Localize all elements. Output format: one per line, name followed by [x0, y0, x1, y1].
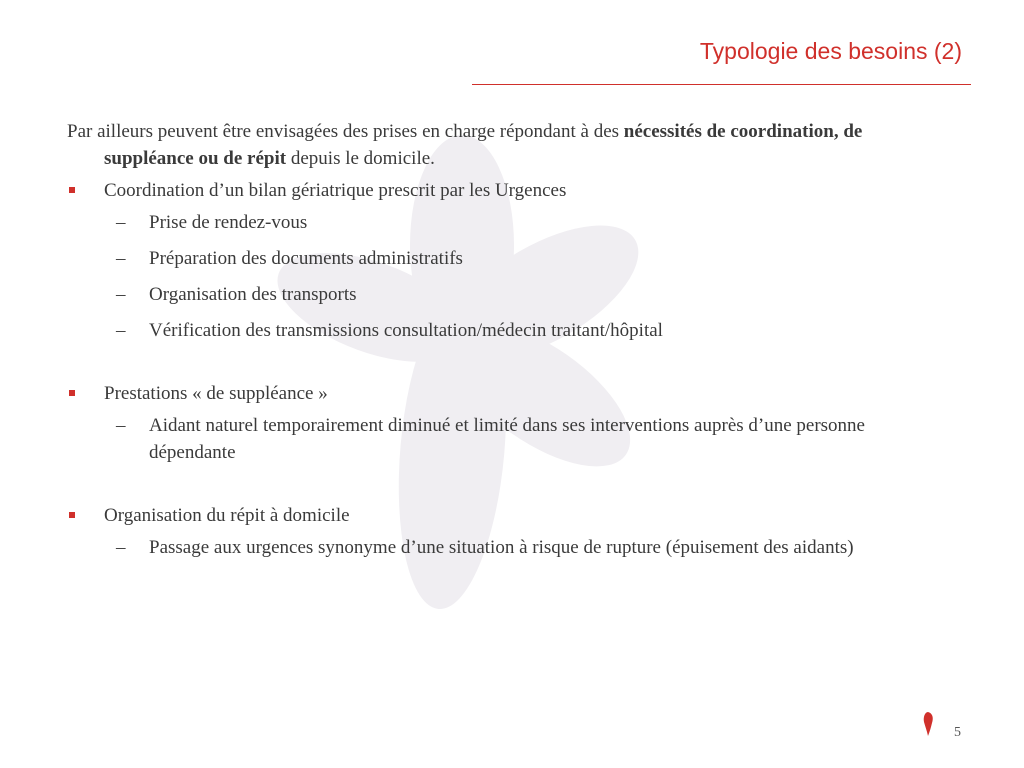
dash-marker: – [116, 248, 126, 269]
bullet-label: Coordination d’un bilan gériatrique prescrit par les Urgences [104, 180, 567, 201]
sub-item-text: Aidant naturel temporairement diminué et limité dans ses interventions auprès d’une personne dépendante [149, 415, 865, 463]
bullet-label: Prestations « de suppléance » [104, 383, 328, 404]
sub-item [67, 209, 947, 236]
sub-item-text: Préparation des documents administratifs [149, 248, 463, 269]
square-bullet-icon [69, 390, 75, 396]
dash-marker: – [116, 284, 126, 305]
intro-emphasis: nécessités de coordination, de suppléance ou de répit [104, 121, 863, 169]
bullet-suppleance [67, 380, 947, 407]
dash-marker: – [116, 415, 126, 436]
sub-item [67, 412, 947, 466]
bullet-coordination [67, 177, 947, 204]
intro-paragraph [67, 118, 947, 172]
bullet-label: Organisation du répit à domicile [104, 505, 350, 526]
page-number: 5 [954, 725, 961, 740]
slide-body [67, 118, 947, 570]
dash-marker: – [116, 537, 126, 558]
sub-item [67, 281, 947, 308]
sub-item-text: Prise de rendez-vous [149, 212, 308, 233]
title-underline [472, 84, 971, 85]
intro-text-end: depuis le domicile. [286, 148, 435, 169]
dash-marker: – [116, 212, 126, 233]
sub-item [67, 534, 947, 561]
sub-item [67, 245, 947, 272]
dash-marker: – [116, 320, 126, 341]
drop-logo-icon [920, 711, 936, 737]
sub-item-text: Vérification des transmissions consultation/médecin traitant/hôpital [149, 320, 663, 341]
slide-title: Typologie des besoins (2) [699, 38, 962, 64]
sub-item-text: Passage aux urgences synonyme d’une situation à risque de rupture (épuisement des aidants) [149, 537, 854, 558]
intro-text: Par ailleurs peuvent être envisagées des prises en charge répondant à des [67, 121, 624, 142]
sub-item-text: Organisation des transports [149, 284, 357, 305]
sub-item [67, 317, 947, 344]
square-bullet-icon [69, 512, 75, 518]
bullet-repit [67, 502, 947, 529]
square-bullet-icon [69, 187, 75, 193]
